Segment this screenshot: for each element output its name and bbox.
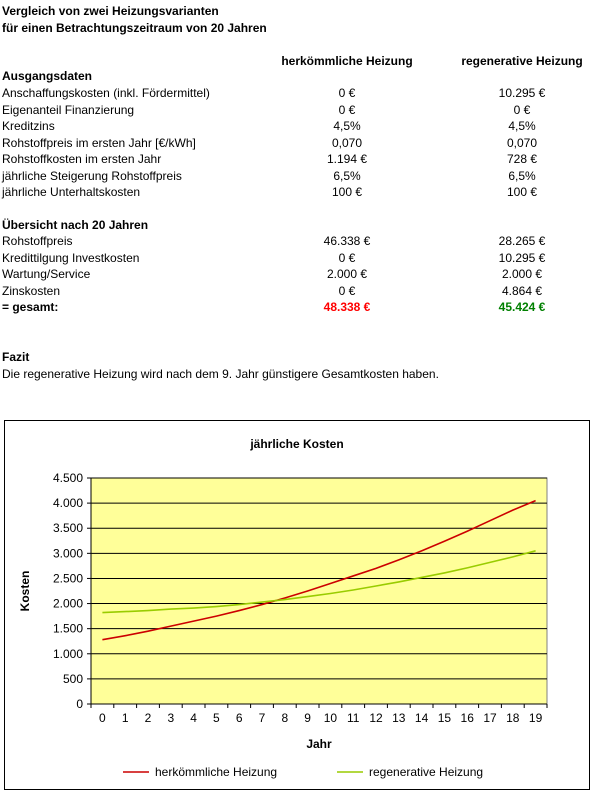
row-label: jährliche Unterhaltskosten — [2, 185, 141, 199]
x-tick-label: 7 — [258, 711, 266, 725]
y-tick-label: 0 — [76, 697, 83, 711]
row-label: jährliche Steigerung Rohstoffpreis — [2, 168, 182, 183]
y-tick-label: 2.000 — [52, 596, 83, 611]
x-tick-label: 0 — [99, 711, 106, 725]
fazit-heading: Fazit — [2, 350, 30, 364]
table-row — [2, 151, 592, 167]
x-axis-label: Jahr — [306, 737, 332, 751]
table-row — [2, 266, 592, 282]
total-herkoemmlich: 48.338 € — [323, 300, 371, 314]
row-label: Anschaffungskosten (inkl. Fördermittel) — [2, 86, 210, 100]
y-tick-label: 3.000 — [52, 546, 83, 561]
col-header-regenerativ: regenerative Heizung — [461, 54, 583, 68]
value-herkoemmlich: 1.194 € — [326, 152, 368, 166]
value-herkoemmlich: 4,5% — [333, 119, 361, 133]
row-label: Rohstoffkosten im ersten Jahr — [2, 152, 162, 166]
value-regenerativ: 2.000 € — [501, 267, 543, 281]
x-tick-label: 17 — [483, 711, 497, 725]
ausgangsdaten-heading: Ausgangsdaten — [2, 69, 93, 83]
y-tick-label: 4.000 — [52, 496, 83, 511]
column-header-row — [2, 53, 592, 69]
y-tick-label: 4.500 — [52, 471, 83, 485]
x-tick-label: 13 — [392, 711, 406, 725]
x-tick-label: 4 — [190, 711, 197, 725]
value-herkoemmlich: 0 € — [338, 250, 356, 265]
x-tick-label: 19 — [528, 711, 543, 725]
value-herkoemmlich: 0 € — [338, 86, 356, 100]
x-tick-label: 8 — [281, 711, 289, 725]
legend-label: herkömmliche Heizung — [155, 765, 278, 779]
value-regenerativ: 28.265 € — [498, 234, 546, 248]
table-row — [2, 85, 592, 101]
line-chart — [5, 421, 589, 789]
x-tick-label: 6 — [235, 711, 243, 725]
value-herkoemmlich: 0 € — [338, 102, 356, 117]
value-herkoemmlich: 6,5% — [333, 168, 361, 183]
value-regenerativ: 100 € — [506, 185, 538, 199]
value-herkoemmlich: 0 € — [338, 283, 356, 298]
y-tick-label: 2.500 — [52, 571, 83, 586]
uebersicht-heading: Übersicht nach 20 Jahren — [2, 218, 149, 232]
table-row — [2, 102, 592, 118]
value-herkoemmlich: 46.338 € — [323, 234, 371, 248]
x-tick-label: 5 — [213, 711, 220, 725]
table-row — [2, 168, 592, 184]
total-label: = gesamt: — [2, 300, 59, 314]
x-tick-label: 14 — [414, 711, 429, 725]
value-regenerativ: 4,5% — [508, 119, 536, 133]
x-tick-label: 10 — [323, 711, 338, 725]
value-regenerativ: 728 € — [506, 152, 538, 166]
y-axis — [53, 471, 91, 711]
table-row — [2, 184, 592, 200]
row-label: Rohstoffpreis im ersten Jahr [€/kWh] — [2, 135, 196, 150]
page-title-line2: für einen Betrachtungszeitraum von 20 Jahren — [2, 21, 267, 35]
y-tick-label: 1.500 — [52, 621, 83, 636]
table-row — [2, 118, 592, 134]
page-title-line1: Vergleich von zwei Heizungsvarianten — [2, 4, 219, 18]
row-label: Zinskosten — [2, 283, 61, 298]
x-tick-label: 3 — [167, 711, 175, 725]
y-tick-label: 3.500 — [52, 521, 83, 536]
x-axis — [91, 704, 547, 725]
total-row — [2, 299, 592, 315]
table-row — [2, 283, 592, 299]
legend-label: regenerative Heizung — [369, 765, 484, 779]
row-label: Rohstoffpreis — [2, 234, 73, 248]
value-regenerativ: 4.864 € — [501, 283, 543, 298]
y-tick-label: 1.000 — [52, 646, 83, 661]
value-regenerativ: 10.295 € — [498, 86, 546, 100]
value-herkoemmlich: 2.000 € — [326, 267, 368, 281]
x-tick-label: 12 — [369, 711, 383, 725]
plot-area — [91, 478, 547, 704]
x-tick-label: 16 — [460, 711, 474, 725]
value-regenerativ: 0 € — [513, 102, 531, 117]
row-label: Kredittilgung Investkosten — [2, 250, 140, 265]
x-tick-label: 2 — [144, 711, 152, 725]
chart-title: jährliche Kosten — [250, 437, 344, 451]
table-row — [2, 135, 592, 151]
x-tick-label: 18 — [506, 711, 520, 725]
fazit-text: Die regenerative Heizung wird nach dem 9. Jahr günstigere Gesamtkosten haben. — [2, 367, 439, 381]
x-tick-label: 15 — [437, 711, 452, 725]
col-header-herkoemmlich: herkömmliche Heizung — [281, 54, 413, 68]
x-tick-label: 9 — [304, 711, 311, 725]
x-tick-label: 1 — [121, 711, 129, 725]
value-regenerativ: 0,070 — [506, 135, 538, 150]
value-regenerativ: 10.295 € — [498, 250, 546, 265]
y-tick-label: 500 — [62, 671, 83, 686]
row-label: Wartung/Service — [2, 267, 91, 281]
total-regenerativ: 45.424 € — [498, 300, 546, 314]
x-tick-label: 11 — [346, 711, 360, 725]
value-herkoemmlich: 0,070 — [331, 135, 363, 150]
value-herkoemmlich: 100 € — [331, 185, 363, 199]
value-regenerativ: 6,5% — [508, 168, 536, 183]
table-row — [2, 233, 592, 249]
row-label: Kreditzins — [2, 119, 55, 133]
table-row — [2, 250, 592, 266]
row-label: Eigenanteil Finanzierung — [2, 102, 135, 117]
chart-container — [4, 420, 590, 790]
legend — [123, 765, 483, 779]
y-axis-label: Kosten — [18, 570, 32, 612]
